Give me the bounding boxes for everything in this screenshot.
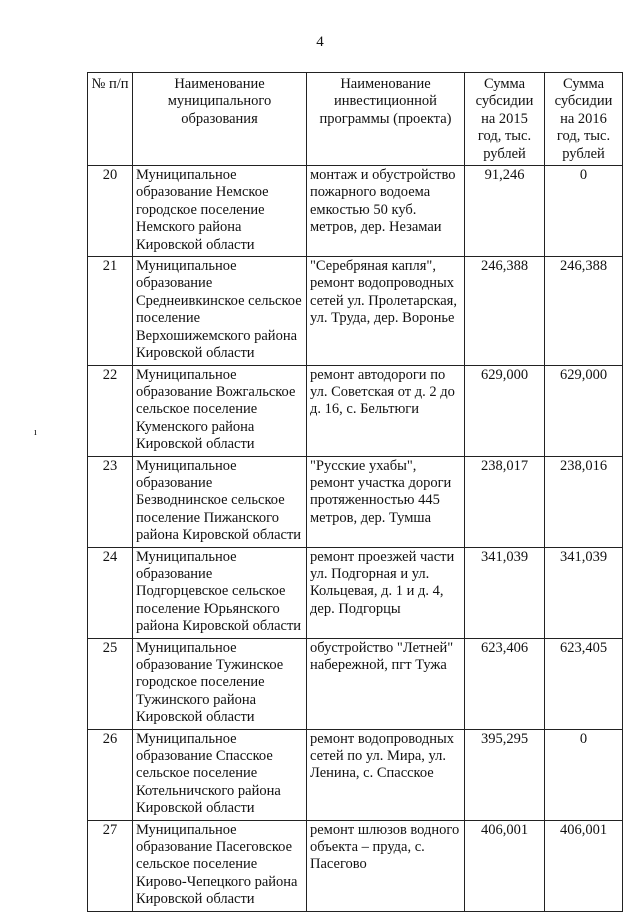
page-number: 4: [316, 34, 324, 50]
subsidy-2016: 0: [545, 166, 623, 257]
program-name: обустройство "Летней" набережной, пгт Тужа: [307, 638, 465, 729]
municipality-name: Муниципальное образование Спасское сельское поселение Котельничского района Кировской области: [133, 729, 307, 820]
subsidy-2015: 623,406: [465, 638, 545, 729]
table-row: [88, 257, 623, 365]
header-row: [88, 73, 623, 166]
municipality-name: Муниципальное образование Немское городское поселение Немского района Кировской области: [133, 166, 307, 257]
municipality-name: Муниципальное образование Безводнинское сельское поселение Пижанского района Кировской области: [133, 456, 307, 547]
row-number: 22: [88, 365, 133, 456]
row-number: 21: [88, 257, 133, 365]
municipality-name: Муниципальное образование Вожгальское сельское поселение Куменского района Кировской области: [133, 365, 307, 456]
municipality-name: Муниципальное образование Тужинское городское поселение Тужинского района Кировской области: [133, 638, 307, 729]
header-sum-2015: Сумма субсидии на 2015 год, тыс. рублей: [465, 73, 545, 166]
program-name: "Русские ухабы", ремонт участка дороги протяженностью 445 метров, дер. Тумша: [307, 456, 465, 547]
subsidy-2015: 341,039: [465, 547, 545, 638]
row-number: 27: [88, 820, 133, 911]
row-number: 20: [88, 166, 133, 257]
subsidy-2016: 238,016: [545, 456, 623, 547]
subsidy-2015: 238,017: [465, 456, 545, 547]
row-number: 23: [88, 456, 133, 547]
program-name: ремонт водопроводных сетей по ул. Мира, ул. Ленина, с. Спасское: [307, 729, 465, 820]
subsidy-2016: 406,001: [545, 820, 623, 911]
row-number: 25: [88, 638, 133, 729]
subsidy-2016: 246,388: [545, 257, 623, 365]
subsidy-2016: 629,000: [545, 365, 623, 456]
header-municipality: Наименование муниципального образования: [133, 73, 307, 166]
row-number: 24: [88, 547, 133, 638]
subsidy-2016: 341,039: [545, 547, 623, 638]
program-name: ремонт проезжей части ул. Подгорная и ул. Кольцевая, д. 1 и д. 4, дер. Подгорцы: [307, 547, 465, 638]
table-row: [88, 547, 623, 638]
subsidy-2015: 91,246: [465, 166, 545, 257]
subsidy-table: [87, 72, 623, 912]
table-row: [88, 456, 623, 547]
table-row: [88, 638, 623, 729]
table-body: [88, 166, 623, 912]
table-header: [88, 73, 623, 166]
table-row: [88, 365, 623, 456]
margin-mark: ı: [34, 427, 37, 438]
row-number: 26: [88, 729, 133, 820]
subsidy-2015: 246,388: [465, 257, 545, 365]
program-name: "Серебряная капля", ремонт водопроводных сетей ул. Пролетарская, ул. Труда, дер. Воронье: [307, 257, 465, 365]
header-num: № п/п: [88, 73, 133, 166]
program-name: монтаж и обустройство пожарного водоема емкостью 50 куб. метров, дер. Незамаи: [307, 166, 465, 257]
header-sum-2016: Сумма субсидии на 2016 год, тыс. рублей: [545, 73, 623, 166]
table-row: [88, 729, 623, 820]
subsidy-2015: 395,295: [465, 729, 545, 820]
subsidy-2016: 623,405: [545, 638, 623, 729]
municipality-name: Муниципальное образование Подгорцевское сельское поселение Юрьянского района Кировской области: [133, 547, 307, 638]
table-row: [88, 820, 623, 911]
program-name: ремонт шлюзов водного объекта – пруда, с. Пасегово: [307, 820, 465, 911]
subsidy-2015: 629,000: [465, 365, 545, 456]
subsidy-2016: 0: [545, 729, 623, 820]
table-row: [88, 166, 623, 257]
subsidy-2015: 406,001: [465, 820, 545, 911]
header-program: Наименование инвестиционной программы (проекта): [307, 73, 465, 166]
municipality-name: Муниципальное образование Среднеивкинское сельское поселение Верхошижемского района Кировской области: [133, 257, 307, 365]
municipality-name: Муниципальное образование Пасеговское сельское поселение Кирово-Чепецкого района Кировской области: [133, 820, 307, 911]
program-name: ремонт автодороги по ул. Советская от д. 2 до д. 16, с. Бельтюги: [307, 365, 465, 456]
